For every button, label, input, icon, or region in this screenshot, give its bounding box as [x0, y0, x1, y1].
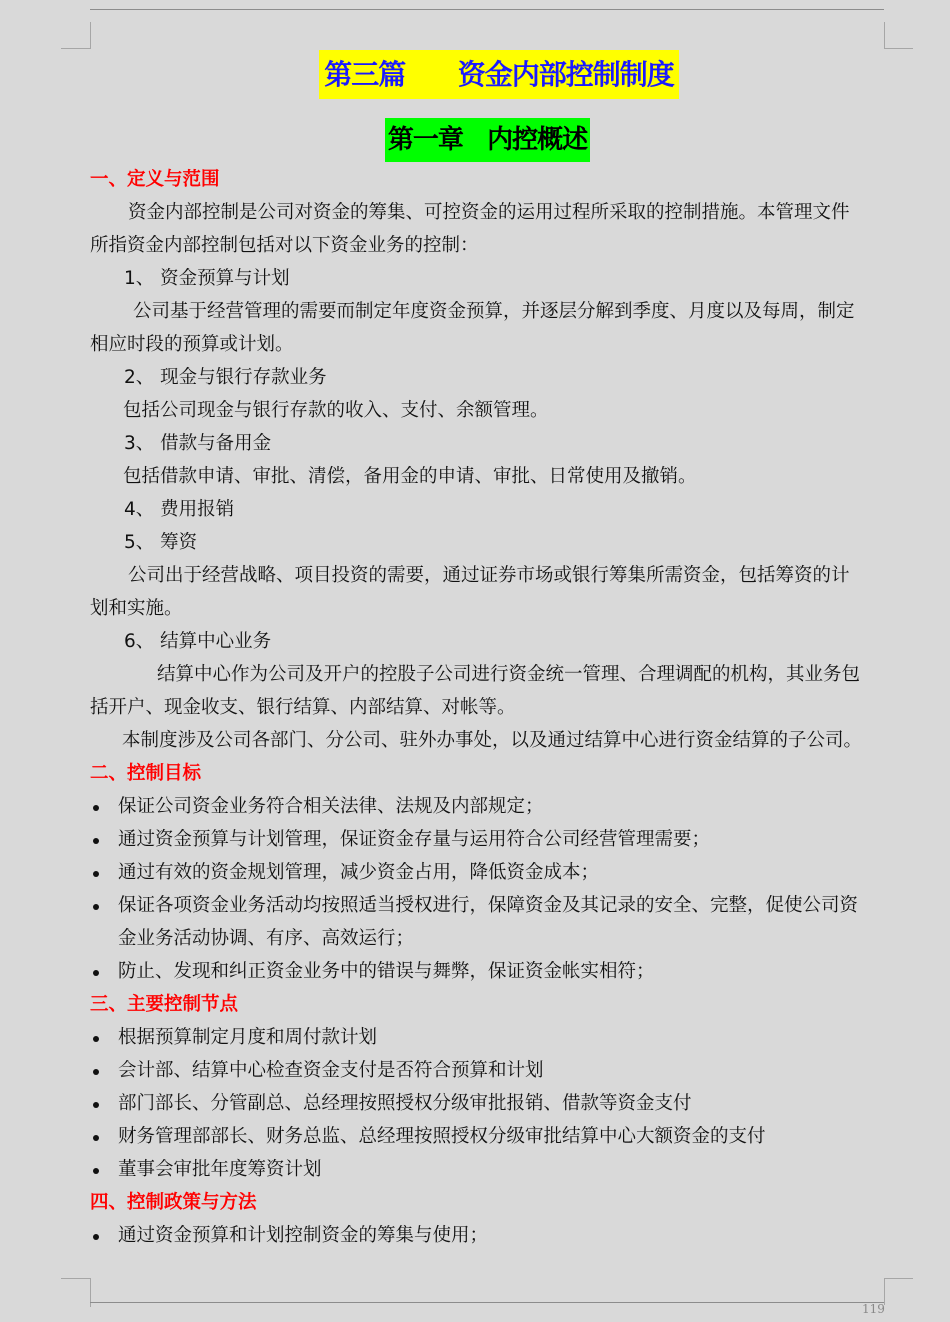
crop-mark: [884, 1278, 885, 1305]
list-item: 5、 筹资: [124, 532, 198, 553]
crop-mark: [884, 22, 885, 49]
paragraph-line: 包括公司现金与银行存款的收入、支付、余额管理。: [123, 400, 549, 421]
bullet-item: 通过有效的资金规划管理，减少资金占用，降低资金成本；: [90, 856, 890, 889]
footer-rule: [90, 1302, 884, 1303]
list-item: 1、 资金预算与计划: [124, 268, 290, 289]
page-number: 119: [862, 1302, 885, 1316]
paragraph-line: 本制度涉及公司各部门、分公司、驻外办事处，以及通过结算中心进行资金结算的子公司。: [122, 730, 863, 751]
bullet-item: 会计部、结算中心检查资金支付是否符合预算和计划: [90, 1054, 890, 1087]
bullet-item: 保证各项资金业务活动均按照适当授权进行，保障资金及其记录的安全、完整，促使公司资: [90, 889, 890, 922]
paragraph-line: 包括借款申请、审批、清偿，备用金的申请、审批、日常使用及撤销。: [123, 466, 697, 487]
paragraph-line: 所指资金内部控制包括对以下资金业务的控制：: [90, 235, 479, 256]
paragraph-line: 相应时段的预算或计划。: [90, 334, 294, 355]
bullet-item: 董事会审批年度筹资计划: [90, 1153, 890, 1186]
part-title: 第三篇 资金内部控制制度: [319, 50, 679, 99]
bullet-item: 通过资金预算与计划管理，保证资金存量与运用符合公司经营管理需要；: [90, 823, 890, 856]
paragraph-line: 资金内部控制是公司对资金的筹集、可控资金的运用过程所采取的控制措施。本管理文件: [128, 202, 850, 223]
chapter-title: 第一章 内控概述: [385, 118, 590, 162]
bullet-item: 部门部长、分管副总、总经理按照授权分级审批报销、借款等资金支付: [90, 1087, 890, 1120]
bullet-item: 防止、发现和纠正资金业务中的错误与舞弊，保证资金帐实相符；: [90, 955, 890, 988]
paragraph-line: 划和实施。: [90, 598, 183, 619]
section-heading: 四、控制政策与方法: [90, 1192, 257, 1213]
crop-mark: [884, 1278, 913, 1279]
paragraph-line: 公司基于经营管理的需要而制定年度资金预算，并逐层分解到季度、月度以及每周，制定: [133, 301, 855, 322]
list-item: 3、 借款与备用金: [124, 433, 272, 454]
header-rule: [90, 9, 884, 10]
section-heading: 二、控制目标: [90, 763, 202, 784]
section-heading: 一、定义与范围: [90, 169, 220, 190]
bullet-item: 根据预算制定月度和周付款计划: [90, 1021, 890, 1054]
crop-mark: [61, 1278, 91, 1279]
bullet-item: 通过资金预算和计划控制资金的筹集与使用；: [90, 1219, 890, 1252]
bullet-item: 保证公司资金业务符合相关法律、法规及内部规定；: [90, 790, 890, 823]
list-item: 6、 结算中心业务: [124, 631, 272, 652]
document-body: [90, 163, 890, 1252]
paragraph-line: 公司出于经营战略、项目投资的需要，通过证券市场或银行筹集所需资金，包括筹资的计: [128, 565, 850, 586]
bullet-item: 财务管理部部长、财务总监、总经理按照授权分级审批结算中心大额资金的支付: [90, 1120, 890, 1153]
list-item: 4、 费用报销: [124, 499, 235, 520]
crop-mark: [90, 22, 91, 49]
section-heading: 三、主要控制节点: [90, 994, 239, 1015]
paragraph-line: 结算中心作为公司及开户的控股子公司进行资金统一管理、合理调配的机构，其业务包: [157, 664, 861, 685]
crop-mark: [61, 48, 91, 49]
bullet-continuation: 金业务活动协调、有序、高效运行；: [118, 928, 415, 949]
paragraph-line: 括开户、现金收支、银行结算、内部结算、对帐等。: [90, 697, 516, 718]
crop-mark: [884, 48, 913, 49]
list-item: 2、 现金与银行存款业务: [124, 367, 327, 388]
